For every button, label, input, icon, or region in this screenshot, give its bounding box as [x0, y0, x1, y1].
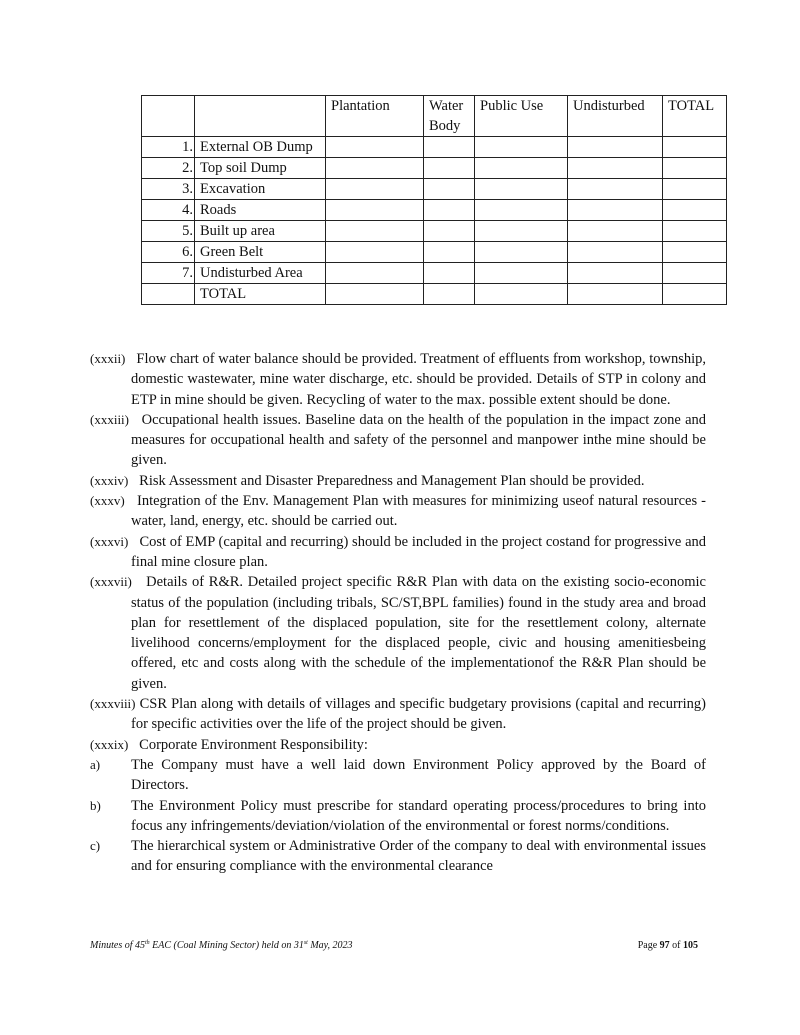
row-number: 3.	[142, 179, 195, 200]
footer-page-number: Page 97 of 105	[637, 940, 698, 951]
item-text: Risk Assessment and Disaster Preparedness and Management Plan should be provided.	[139, 472, 645, 489]
item-label: (xxxii)	[90, 351, 126, 366]
land-use-table	[141, 95, 727, 305]
row-label: Roads	[195, 200, 326, 221]
table-row	[142, 263, 727, 284]
table-row	[142, 179, 727, 200]
condition-item	[90, 572, 706, 694]
table-header-cell	[195, 96, 326, 137]
condition-item	[90, 471, 706, 491]
row-number: 7.	[142, 263, 195, 284]
conditions-list	[90, 349, 706, 877]
row-number: 6.	[142, 242, 195, 263]
item-label: (xxxix)	[90, 736, 129, 752]
condition-item	[90, 410, 706, 471]
condition-item	[90, 349, 706, 410]
condition-item	[90, 735, 706, 755]
table-row	[142, 158, 727, 179]
row-label: External OB Dump	[195, 137, 326, 158]
condition-item	[90, 694, 706, 735]
row-number: 1.	[142, 137, 195, 158]
sub-item-label: c)	[90, 838, 101, 854]
row-label: Undisturbed Area	[195, 263, 326, 284]
item-text: Occupational health issues. Baseline data on the health of the population in the impact zone and measures for occupational health and safety of the personnel and manpower inthe mine should be given.	[131, 411, 707, 469]
table-row	[142, 137, 727, 158]
table-row	[142, 242, 727, 263]
item-text: Corporate Environment Responsibility:	[139, 736, 368, 753]
table-header-cell: Plantation	[326, 96, 424, 137]
table-row	[142, 221, 727, 242]
item-text: Integration of the Env. Management Plan with measures for minimizing useof natural resources - water, land, energy, etc. should be carried out.	[131, 493, 707, 530]
sub-item-text: The hierarchical system or Administrative Order of the company to deal with environmental issues and for ensuring compliance with the environmental clearance	[131, 838, 706, 875]
item-text: Cost of EMP (capital and recurring) should be included in the project costand for progressive and final mine closure plan.	[131, 533, 707, 570]
condition-item	[90, 532, 706, 573]
table-header-cell: Public Use	[475, 96, 568, 137]
page-footer	[90, 939, 706, 953]
row-label: Green Belt	[195, 242, 326, 263]
row-label: Top soil Dump	[195, 158, 326, 179]
row-number	[142, 284, 195, 305]
row-number: 4.	[142, 200, 195, 221]
item-label: (xxxv)	[90, 493, 125, 509]
footer-meeting-title: Minutes of 45th EAC (Coal Mining Sector) held on 31st May, 2023	[90, 940, 353, 951]
item-label: (xxxvii)	[90, 574, 132, 590]
row-label: Built up area	[195, 221, 326, 242]
sub-item	[90, 755, 706, 796]
item-label: (xxxvi)	[90, 533, 129, 549]
condition-item	[90, 491, 706, 532]
sub-item-label: a)	[90, 756, 101, 772]
table-header-cell: TOTAL	[663, 96, 727, 137]
item-label: (xxxiii)	[90, 411, 129, 427]
item-text: Flow chart of water balance should be provided. Treatment of effluents from workshop, township, domestic wastewater, mine water discharge, etc. should be provided. Details of STP in colony and ETP in mine should be given. Recycling of water to the max. possible extent should be done.	[131, 351, 706, 408]
table-header-cell: Undisturbed	[568, 96, 663, 137]
table-total-row	[142, 284, 727, 305]
item-label: (xxxviii)	[90, 696, 136, 712]
sub-item-text: The Environment Policy must prescribe for standard operating process/procedures to bring into focus any infringements/deviation/violation of the environmental or forest norms/conditions.	[131, 797, 706, 834]
table-row	[142, 200, 727, 221]
sub-item-text: The Company must have a well laid down Environment Policy approved by the Board of Directors.	[131, 756, 706, 794]
item-text: CSR Plan along with details of villages and specific budgetary provisions (capital and recurring) for specific activities over the life of the project should be given.	[131, 696, 706, 733]
row-number: 5.	[142, 221, 195, 242]
sub-item-label: b)	[90, 797, 101, 813]
table-header-cell: Water Body	[424, 96, 475, 137]
row-label: Excavation	[195, 179, 326, 200]
row-label: TOTAL	[195, 284, 326, 305]
sub-item	[90, 796, 706, 837]
row-number: 2.	[142, 158, 195, 179]
table-header-row	[142, 96, 727, 137]
item-label: (xxxiv)	[90, 472, 129, 488]
table-header-cell	[142, 96, 195, 137]
sub-item	[90, 836, 706, 877]
item-text: Details of R&R. Detailed project specific R&R Plan with data on the existing socio-economic status of the population (including tribals, SC/ST,BPL families) found in the study area and broad plan for resettlement of the displaced population, site for the resettlement colony, alternate livelihood concerns/employment for the displaced people, civic and housing amenitiesbeing offered, etc and costs along with the schedule of the implementationof the R&R Plan should be given.	[131, 574, 706, 692]
